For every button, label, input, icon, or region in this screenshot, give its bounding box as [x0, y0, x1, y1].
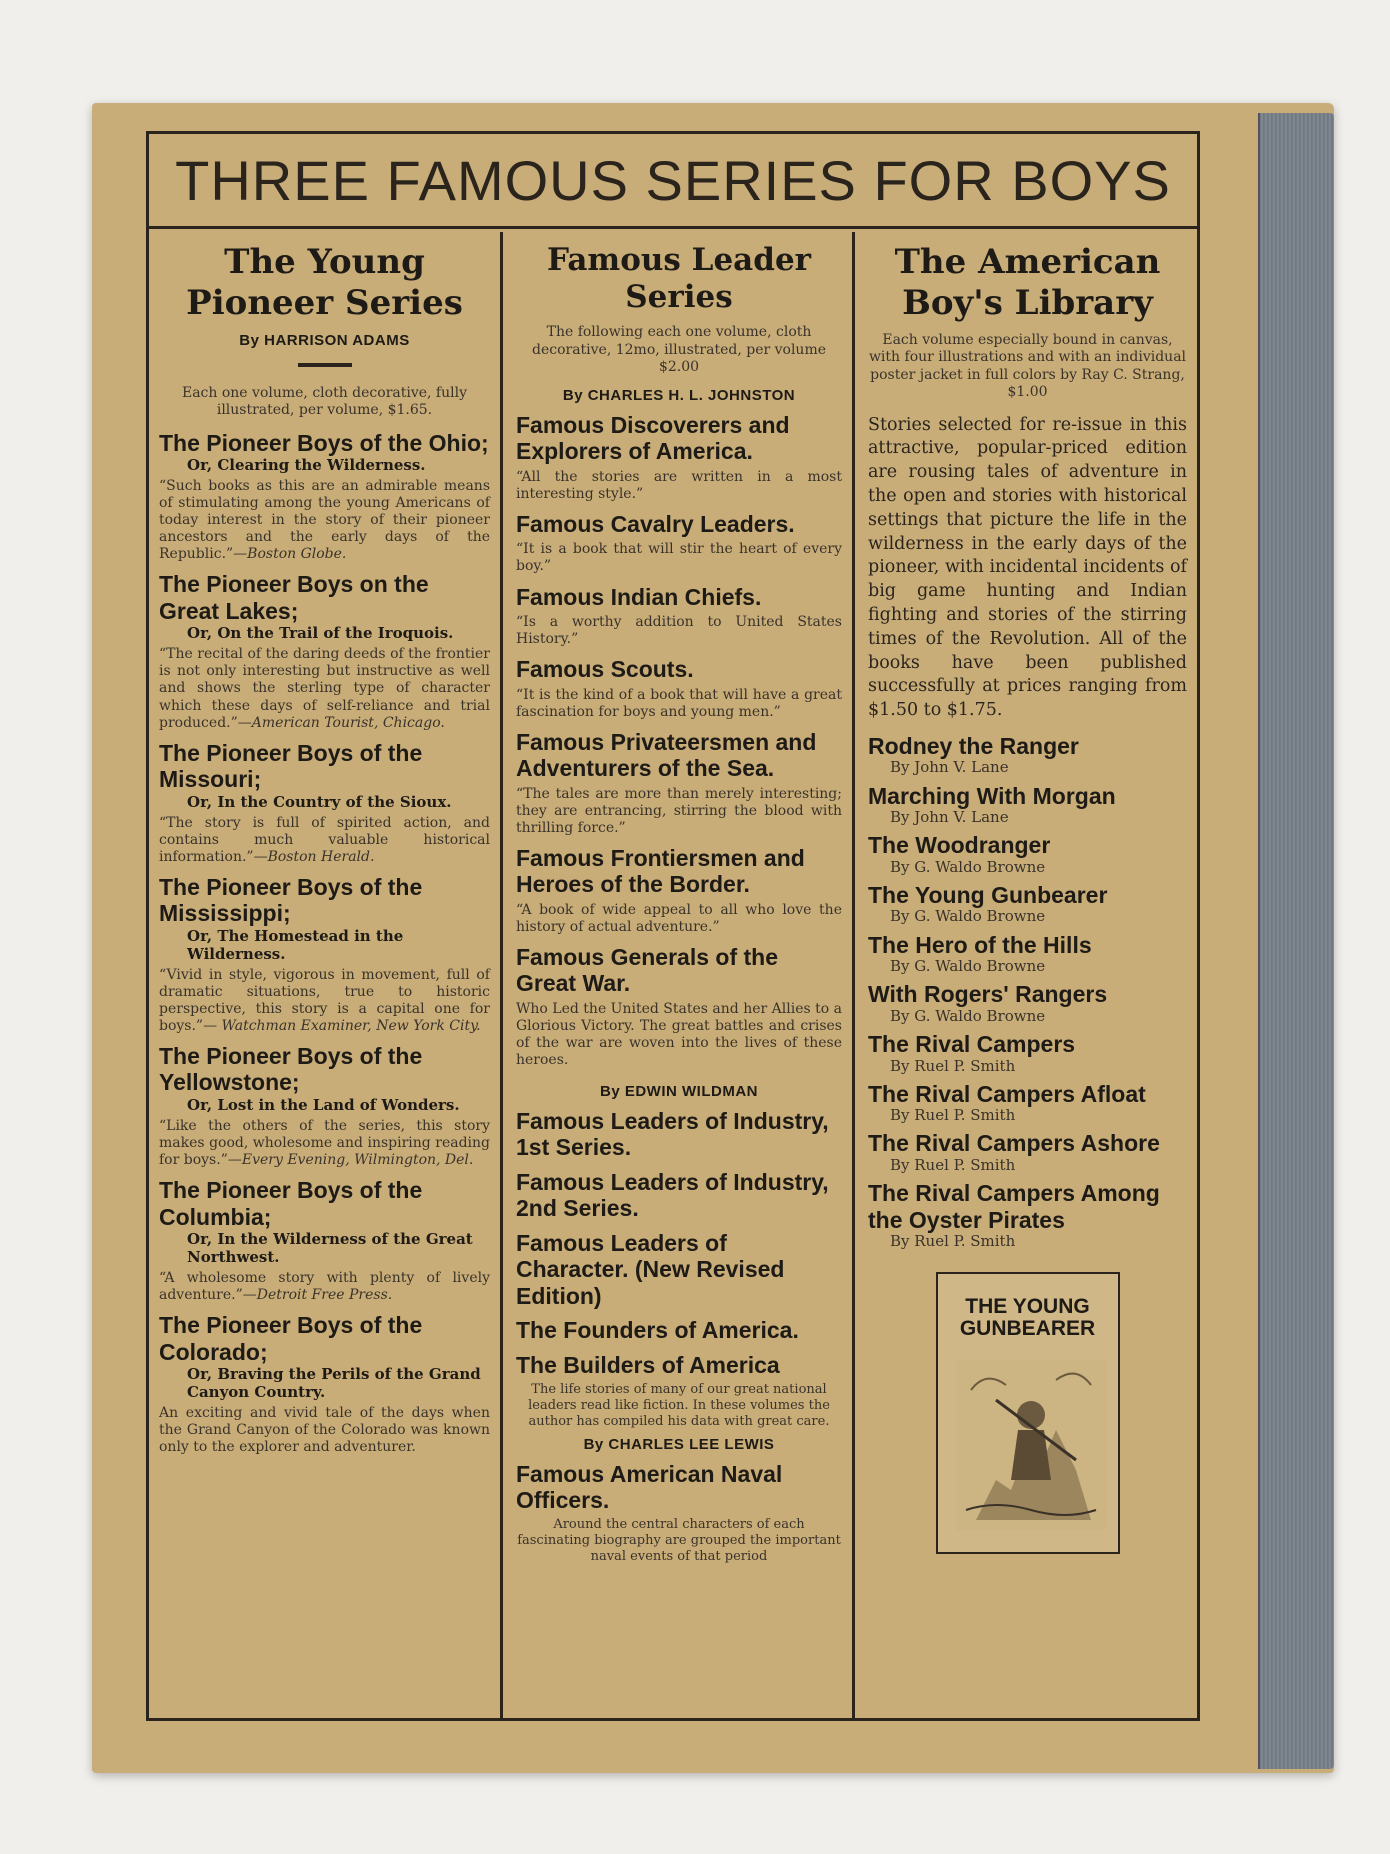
quote-source: —Every Evening, Wilmington, Del.	[227, 1152, 474, 1169]
book-title: The Woodranger	[868, 832, 1051, 859]
book-review-quote	[159, 1405, 490, 1456]
book-title: The Pioneer Boys of the Columbia;	[159, 1177, 423, 1230]
ad-frame	[146, 131, 1200, 1721]
book-review-quote: “A book of wide appeal to all who love the history of actual adventure.”	[516, 901, 842, 935]
quote-text: “The recital of the daring deeds of the frontier is not only interesting but instructive as well and shows the sterling type of character which these days of self-reliance and trial produced.”	[159, 646, 490, 731]
book-note: The life stories of many of our great national leaders read like fiction. In these volumes the author has compiled his data with great care.	[528, 1381, 830, 1429]
book-list	[516, 412, 842, 1069]
quote-source: —Boston Globe.	[233, 546, 347, 563]
book-title: The Pioneer Boys of the Missouri;	[159, 739, 423, 793]
book-subtitle: Or, The Homestead in the Wilderness.	[187, 926, 404, 963]
divider-rule	[298, 363, 352, 367]
book-title: The Pioneer Boys of the Mississippi;	[159, 873, 423, 927]
book-author: By Ruel P. Smith	[890, 1232, 1016, 1251]
book-subtitle: Or, In the Wilderness of the Great Northwest.	[187, 1229, 473, 1266]
quote-text: “Such books as this are an admirable means of stimulating among the young Americans of today interest in the story of their pioneer ancestors and the early days of the Republic.”	[159, 478, 490, 563]
book-review-quote	[159, 478, 490, 563]
book-author: By John V. Lane	[890, 808, 1009, 827]
book-title: Famous Indian Chiefs.	[516, 583, 762, 610]
book-title: The Rival Campers Ashore	[868, 1130, 1160, 1157]
book-author: By G. Waldo Browne	[890, 1006, 1046, 1025]
cloth-spine	[1258, 113, 1334, 1769]
book-title: Famous Frontiersmen and Heroes of the Border.	[516, 844, 805, 898]
book-title: Famous Leaders of Character. (New Revised Edition)	[516, 1229, 785, 1309]
column-young-pioneer	[149, 232, 503, 1720]
book-title: The Rival Campers Among the Oyster Pirates	[868, 1180, 1160, 1233]
byline-lewis: By CHARLES LEE LEWIS	[583, 1435, 775, 1453]
book-review-quote	[159, 967, 490, 1035]
book-title: The Young Gunbearer	[868, 882, 1108, 909]
book-title: The Rival Campers	[868, 1031, 1076, 1058]
book-author: By John V. Lane	[890, 758, 1009, 777]
book-title: With Rogers' Rangers	[868, 981, 1108, 1008]
book-list	[868, 733, 1187, 1250]
page-title: THREE FAMOUS SERIES FOR BOYS	[175, 148, 1171, 212]
book-title: Famous Generals of the Great War.	[516, 943, 779, 997]
book-author: By Ruel P. Smith	[890, 1056, 1016, 1075]
book-subtitle: Or, In the Country of the Sioux.	[187, 792, 452, 811]
book-review-quote	[159, 646, 490, 731]
book-review-quote	[159, 1118, 490, 1169]
quote-source: —Boston Herald.	[253, 848, 375, 865]
book-title: The Rival Campers Afloat	[868, 1080, 1146, 1107]
quote-source: —Detroit Free Press.	[242, 1287, 393, 1304]
book-title: Famous Privateersmen and Adventurers of the Sea.	[516, 728, 817, 782]
book-subtitle: Or, Lost in the Land of Wonders.	[187, 1095, 460, 1114]
poster-title: THE YOUNG GUNBEARER	[959, 1295, 1096, 1341]
quote-text: “A wholesome story with plenty of lively adventure.”	[159, 1269, 490, 1304]
book-title: The Builders of America	[516, 1351, 780, 1378]
poster-jacket-illustration	[936, 1272, 1120, 1554]
book-review-quote: “All the stories are written in a most interesting style.”	[516, 468, 842, 502]
gunbearer-illustration	[956, 1360, 1106, 1530]
book-subtitle: Or, Braving the Perils of the Grand Canyon Country.	[187, 1365, 481, 1401]
book-title: Famous Scouts.	[516, 656, 694, 683]
book-review-quote: “Is a worthy addition to United States History.”	[516, 613, 842, 648]
book-author: By G. Waldo Browne	[890, 857, 1046, 876]
series-intro: Each one volume, cloth decorative, fully illustrated, per volume, $1.65.	[181, 384, 467, 419]
quote-source: — Watchman Examiner, New York City.	[203, 1017, 481, 1034]
book-subtitle: Or, On the Trail of the Iroquois.	[187, 624, 454, 643]
book-author: By G. Waldo Browne	[890, 907, 1046, 926]
series-title-american-boys: The American Boy's Library	[894, 242, 1161, 323]
book-back-cover	[92, 103, 1334, 1773]
series-description: Stories selected for re-issue in this attractive, popular-priced edition are rousing tales of adventure in the open and stories with historical settings that picture the life in the wilderness in the early days of the pioneer, with incidental incidents of big game hunting and Indian fighting and stories of the stirring times of the Revolution. All of the books have been published successfully at prices ranging from $1.50 to $1.75.	[868, 414, 1187, 721]
series-intro: Each volume especially bound in canvas, with four illustrations and with an individual poster jacket in full colors by Ray C. Strang, $1.00	[868, 331, 1187, 401]
book-title: The Pioneer Boys of the Yellowstone;	[159, 1042, 423, 1096]
book-title: Marching With Morgan	[868, 782, 1116, 809]
book-title: Famous Leaders of Industry, 2nd Series.	[516, 1168, 829, 1222]
book-author: By Ruel P. Smith	[890, 1106, 1016, 1125]
book-review-quote: “The tales are more than merely interesting; they are entrancing, stirring the blood with thrilling force.”	[516, 785, 842, 836]
quote-text: An exciting and vivid tale of the days when the Grand Canyon of the Colorado was known only to the explorer and adventurer.	[159, 1405, 490, 1456]
book-author: By Ruel P. Smith	[890, 1155, 1016, 1174]
book-title: The Pioneer Boys on the Great Lakes;	[159, 571, 429, 624]
series-intro: The following each one volume, cloth decorative, 12mo, illustrated, per volume $2.00	[531, 324, 827, 376]
book-title: Famous American Naval Officers.	[516, 1460, 783, 1513]
book-title: The Pioneer Boys of the Ohio;	[159, 429, 489, 456]
book-review-quote: Who Led the United States and her Allies to a Glorious Victory. The great battles and crises of the war are woven into the lives of these heroes.	[516, 1000, 842, 1068]
quote-text: “Vivid in style, vigorous in movement, full of dramatic situations, true to historic perspective, this story is a capital one for boys.”	[159, 966, 490, 1034]
column-american-boys-library	[858, 232, 1197, 1720]
book-title: Rodney the Ranger	[868, 732, 1079, 759]
book-note: Around the central characters of each fascinating biography are grouped the important naval events of that period	[517, 1517, 841, 1565]
byline-johnston: By CHARLES H. L. JOHNSTON	[562, 386, 796, 404]
series-title-famous-leader: Famous Leader Series	[547, 242, 811, 316]
quote-text: “The story is full of spirited action, and contains much valuable historical information.”	[159, 814, 490, 865]
header-box	[149, 134, 1197, 229]
book-title: Famous Discoverers and Explorers of America.	[516, 411, 790, 465]
byline-wildman: By EDWIN WILDMAN	[600, 1083, 758, 1101]
byline-harrison-adams: By HARRISON ADAMS	[239, 331, 410, 349]
book-title: Famous Leaders of Industry, 1st Series.	[516, 1108, 829, 1161]
column-famous-leader	[506, 232, 855, 1720]
quote-source: —American Tourist, Chicago.	[237, 714, 445, 731]
quote-text: “Like the others of the series, this story makes good, wholesome and inspiring reading for boys.”	[159, 1117, 490, 1169]
book-review-quote: “It is a book that will stir the heart of every boy.”	[516, 541, 842, 575]
book-review-quote	[159, 1270, 490, 1304]
book-subtitle: Or, Clearing the Wilderness.	[187, 456, 426, 475]
book-title: Famous Cavalry Leaders.	[516, 510, 795, 537]
book-list	[159, 430, 490, 1457]
book-review-quote: “It is the kind of a book that will have a great fascination for boys and young men.”	[516, 686, 842, 720]
book-list	[516, 1108, 842, 1378]
series-title-young-pioneer: The Young Pioneer Series	[186, 242, 463, 323]
book-author: By G. Waldo Browne	[890, 957, 1046, 976]
book-review-quote	[159, 815, 490, 866]
book-title: The Hero of the Hills	[868, 931, 1092, 958]
book-title: The Pioneer Boys of the Colorado;	[159, 1312, 423, 1365]
book-title: The Founders of America.	[516, 1317, 799, 1344]
